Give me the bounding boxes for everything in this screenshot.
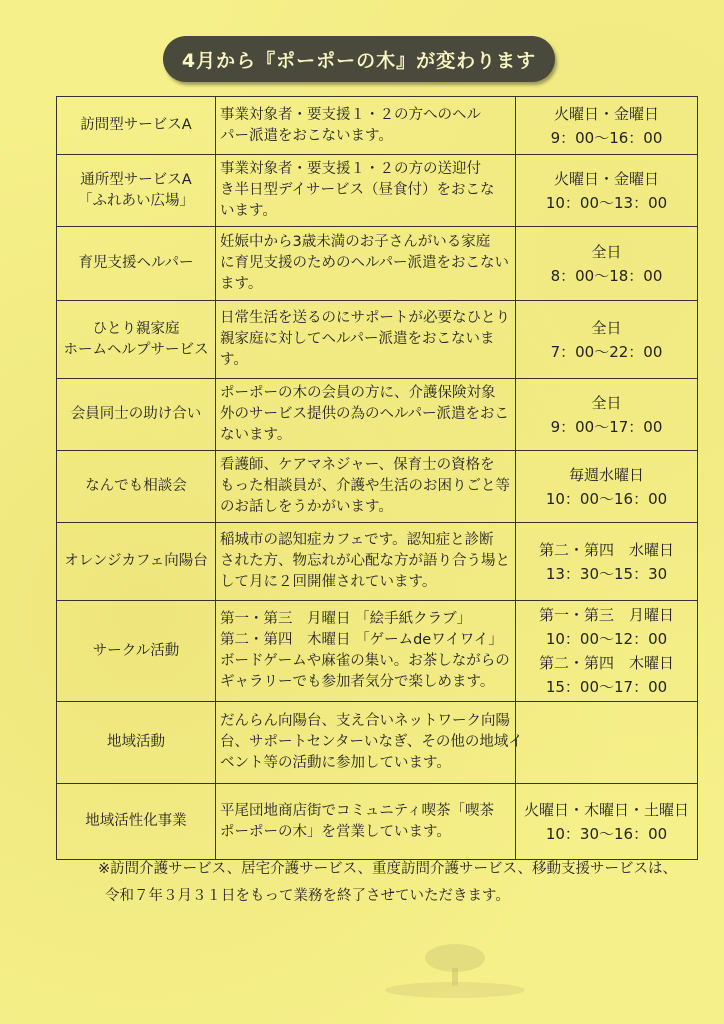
services-table-body <box>57 97 698 860</box>
service-name-line: 通所型サービスA <box>80 171 192 188</box>
service-name-cell <box>57 379 216 451</box>
service-description-line: 事業対象者・要支援１・２の方へのヘル <box>220 106 481 123</box>
service-description-line: 妊娠中から3歳未満のお子さんがいる家庭 <box>220 234 491 250</box>
service-row <box>57 301 698 379</box>
service-description-cell <box>216 97 516 155</box>
service-description-line: に育児支援のためのヘルパー派遣をおこない <box>220 255 509 271</box>
service-description-line: ポーポーの木」を営業しています。 <box>220 823 451 840</box>
service-name-line: 地域活動 <box>107 734 165 750</box>
service-description-line: ます。 <box>220 276 263 292</box>
service-row <box>57 227 698 301</box>
service-name-line: 地域活性化事業 <box>85 813 187 829</box>
service-description-line: パー派遣をおこないます。 <box>220 127 393 144</box>
service-description-cell <box>216 702 523 784</box>
schedule-hours: 7：00〜22：00 <box>550 342 663 361</box>
service-schedule-cell <box>516 227 698 301</box>
service-description-line: き半日型デイサービス（昼食付）をおこな <box>220 182 495 198</box>
service-description-line: 第一・第三 月曜日 「絵手紙クラブ」 <box>220 611 472 627</box>
schedule-days: 第二・第四 木曜日 <box>538 654 674 672</box>
service-description-cell <box>216 451 516 523</box>
service-description-line: ベント等の活動に参加しています。 <box>220 755 451 771</box>
schedule-days: 火曜日・木曜日・土曜日 <box>523 800 689 819</box>
schedule-days: 火曜日・金曜日 <box>553 169 659 188</box>
service-name-cell <box>57 301 216 379</box>
service-description-line: だんらん向陽台、支え合いネットワーク向陽 <box>220 713 510 729</box>
service-schedule-cell <box>516 97 698 155</box>
service-description-line: 台、サポートセンターいなぎ、その他の地域イ <box>220 734 523 750</box>
service-description-line: 日常生活を送るのにサポートが必要なひとり <box>220 310 510 326</box>
schedule-days: 第一・第三 月曜日 <box>538 606 674 624</box>
schedule-days: 全日 <box>591 242 622 261</box>
service-description-cell <box>216 155 516 227</box>
service-description-line: もった相談員が、介護や生活のお困りごと等 <box>220 478 510 494</box>
service-name-line: 訪問型サービスA <box>80 117 192 133</box>
service-name-line: オレンジカフェ向陽台 <box>64 553 208 569</box>
service-schedule-cell <box>516 702 698 784</box>
service-schedule-cell <box>516 379 698 451</box>
schedule-hours: 9：00〜17：00 <box>550 417 663 436</box>
footnote-line-1: ※訪問介護サービス、居宅介護サービス、重度訪問介護サービス、移動支援サービスは、 <box>98 861 677 877</box>
service-description-line: された方、物忘れが心配な方が語り合う場と <box>220 553 510 569</box>
service-description-line: 外のサービス提供の為のヘルパー派遣をおこ <box>220 406 509 422</box>
schedule-days: 毎週水曜日 <box>568 465 644 484</box>
service-description-line: す。 <box>220 352 248 368</box>
service-schedule-cell <box>516 601 698 702</box>
service-name-cell <box>57 451 216 523</box>
service-description-line: して月に２回開催されています。 <box>220 574 437 590</box>
service-description-line: 看護師、ケアマネジャー、保育士の資格を <box>220 457 495 473</box>
service-description-cell <box>216 523 516 601</box>
schedule-hours: 13：30〜15：30 <box>545 564 668 583</box>
page-title <box>163 36 555 82</box>
footnote-line-2: 令和７年３月３１日をもって業務を終了させていただきます。 <box>105 888 510 904</box>
service-row <box>57 97 698 155</box>
service-name-line: 育児支援ヘルパー <box>78 255 194 271</box>
service-schedule-cell <box>516 301 698 379</box>
service-name-line: サークル活動 <box>92 642 180 659</box>
page-title-text: 4月から『ポーポーの木』が変わります <box>181 49 537 72</box>
service-schedule-cell <box>516 451 698 523</box>
tree-illustration <box>380 940 530 1000</box>
service-name-line: 「ふれあい広場」 <box>78 192 194 209</box>
service-description-line: ボードゲームや麻雀の集い。お茶しながらの <box>220 653 510 669</box>
service-description-line: 親家庭に対してヘルパー派遣をおこないま <box>220 331 495 347</box>
service-description-line: 平尾団地商店街でコミュニティ喫茶「喫茶 <box>220 802 495 819</box>
service-description-line: 事業対象者・要支援１・２の方の送迎付 <box>220 161 481 177</box>
service-description-line: います。 <box>220 203 277 219</box>
service-description-cell <box>216 379 516 451</box>
service-row <box>57 702 698 784</box>
service-description-cell <box>216 601 516 702</box>
service-name-line: なんでも相談会 <box>85 478 187 494</box>
schedule-hours: 10：00〜16：00 <box>545 489 668 508</box>
schedule-days: 第二・第四 水曜日 <box>538 540 674 559</box>
footnote <box>60 856 700 910</box>
service-name-cell <box>57 97 216 155</box>
service-name-cell <box>57 702 216 784</box>
service-row <box>57 784 698 860</box>
service-description-line: 稲城市の認知症カフェです。認知症と診断 <box>220 532 494 548</box>
service-description-cell <box>216 227 516 301</box>
service-row <box>57 379 698 451</box>
schedule-hours: 10：00〜12：00 <box>545 630 668 648</box>
service-row <box>57 451 698 523</box>
service-schedule-cell <box>516 155 698 227</box>
service-description-line: ギャラリーでも参加者気分で楽しめます。 <box>220 674 495 690</box>
schedule-days: 全日 <box>591 318 622 337</box>
services-table <box>56 96 698 860</box>
service-name-cell <box>57 227 216 301</box>
service-description-line: ポーポーの木の会員の方に、介護保険対象 <box>220 385 496 401</box>
schedule-hours: 8：00〜18：00 <box>550 266 663 285</box>
schedule-hours: 10：00〜13：00 <box>545 193 668 212</box>
service-row <box>57 523 698 601</box>
service-name-line: 会員同士の助け合い <box>70 406 202 422</box>
service-name-cell <box>57 155 216 227</box>
service-name-cell <box>57 523 216 601</box>
service-description-line: ないます。 <box>220 427 292 443</box>
schedule-hours: 10：30〜16：00 <box>545 824 668 843</box>
service-name-line: ホームヘルプサービス <box>63 341 209 358</box>
service-row <box>57 155 698 227</box>
service-name-line: ひとり親家庭 <box>92 320 180 337</box>
schedule-days: 全日 <box>591 393 622 412</box>
service-description-cell <box>216 301 516 379</box>
schedule-days: 火曜日・金曜日 <box>553 104 659 123</box>
schedule-hours: 9：00〜16：00 <box>550 128 663 147</box>
service-name-cell <box>57 784 216 860</box>
service-row <box>57 601 698 702</box>
service-schedule-cell <box>516 784 698 860</box>
service-description-cell <box>216 784 516 860</box>
service-schedule-cell <box>516 523 698 601</box>
service-description-line: のお話しをうかがいます。 <box>220 499 393 515</box>
schedule-hours: 15：00〜17：00 <box>545 678 668 696</box>
service-description-line: 第二・第四 木曜日 「ゲームdeワイワイ」 <box>220 632 503 648</box>
service-name-cell <box>57 601 216 702</box>
